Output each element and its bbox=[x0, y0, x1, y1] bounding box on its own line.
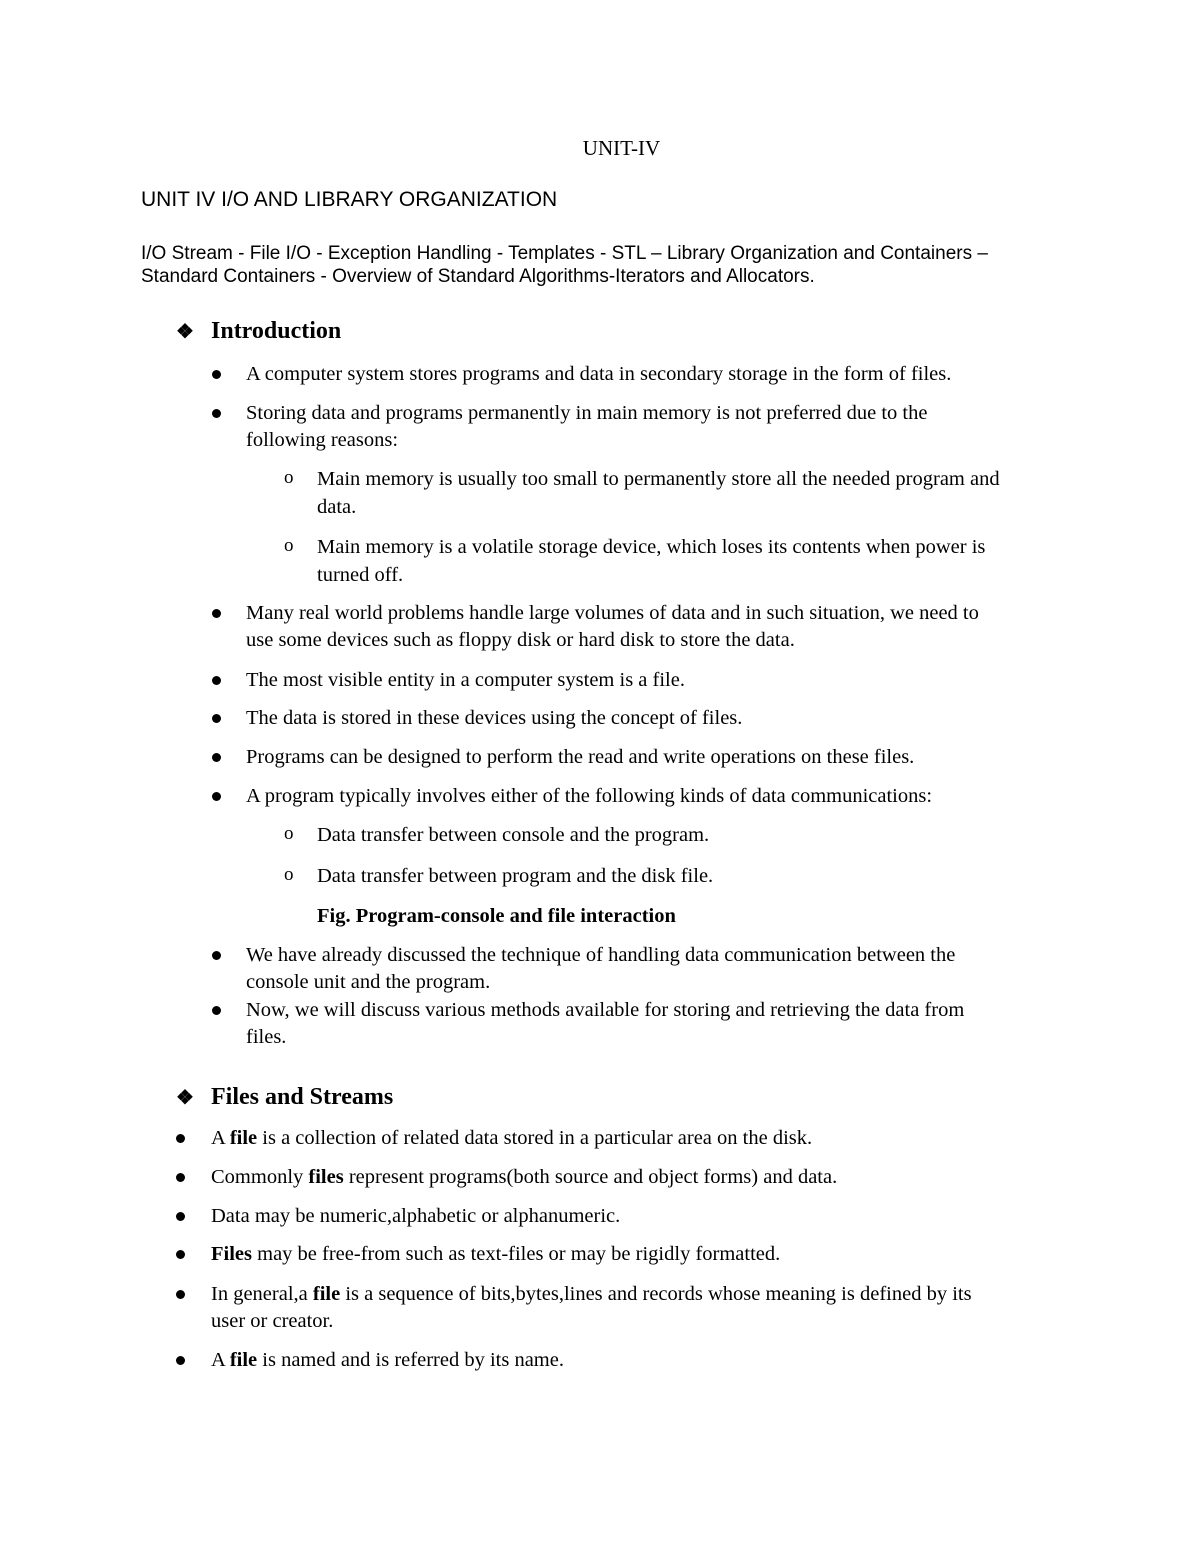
text-run: A bbox=[211, 1127, 230, 1149]
list-item-continued: use some devices such as floppy disk or hard disk to store the data. bbox=[246, 629, 795, 651]
sub-list-item: Data transfer between program and the disk file. bbox=[317, 865, 714, 887]
sub-list-item: Main memory is usually too small to permanently store all the needed program and bbox=[317, 468, 1000, 490]
introduction-heading bbox=[176, 318, 341, 345]
syllabus-line-2: Standard Containers - Overview of Standard Algorithms-Iterators and Allocators. bbox=[141, 266, 815, 287]
list-item-continued: files. bbox=[246, 1026, 287, 1048]
diamond-bullet-icon: ❖ bbox=[176, 1087, 194, 1109]
bullet-icon bbox=[212, 370, 221, 379]
list-item-continued: user or creator. bbox=[211, 1310, 334, 1332]
list-item: A program typically involves either of the following kinds of data communications: bbox=[246, 785, 933, 807]
syllabus-line-1: I/O Stream - File I/O - Exception Handling - Templates - STL – Library Organization and Containers – bbox=[141, 243, 988, 264]
diamond-bullet-icon: ❖ bbox=[176, 321, 194, 343]
text-run: is named and is referred by its name. bbox=[257, 1349, 564, 1371]
list-item bbox=[211, 1241, 780, 1268]
bullet-icon bbox=[212, 409, 221, 418]
list-item: Now, we will discuss various methods available for storing and retrieving the data from bbox=[246, 999, 965, 1021]
list-item bbox=[211, 1164, 837, 1191]
text-run: A bbox=[211, 1349, 230, 1371]
list-item-continued: console unit and the program. bbox=[246, 971, 491, 993]
text-run: is a collection of related data stored in a particular area on the disk. bbox=[257, 1127, 813, 1149]
text-run: is a sequence of bits,bytes,lines and records whose meaning is defined by its bbox=[340, 1283, 972, 1305]
text-run: may be free-from such as text-files or may be rigidly formatted. bbox=[252, 1243, 781, 1265]
bullet-icon bbox=[176, 1212, 185, 1221]
unit-title: UNIT-IV bbox=[582, 136, 661, 160]
text-run: Commonly bbox=[211, 1166, 309, 1188]
circle-bullet-icon: o bbox=[284, 864, 294, 885]
sub-list-item: Main memory is a volatile storage device, which loses its contents when power is bbox=[317, 536, 986, 558]
circle-bullet-icon: o bbox=[284, 535, 294, 556]
bullet-icon bbox=[176, 1356, 185, 1365]
list-item: Programs can be designed to perform the read and write operations on these files. bbox=[246, 746, 915, 768]
main-heading: UNIT IV I/O AND LIBRARY ORGANIZATION bbox=[141, 188, 558, 211]
list-item: Data may be numeric,alphabetic or alphanumeric. bbox=[211, 1205, 621, 1227]
bullet-icon bbox=[176, 1290, 185, 1299]
bullet-icon bbox=[212, 714, 221, 723]
list-item: Storing data and programs permanently in main memory is not preferred due to the bbox=[246, 402, 928, 424]
list-item bbox=[211, 1125, 812, 1152]
bold-term: file bbox=[229, 1349, 258, 1371]
sub-list-item-continued: data. bbox=[317, 496, 357, 518]
list-item: The most visible entity in a computer system is a file. bbox=[246, 669, 685, 691]
bullet-icon bbox=[176, 1173, 185, 1182]
text-run: represent programs(both source and object forms) and data. bbox=[343, 1166, 838, 1188]
list-item: We have already discussed the technique of handling data communication between the bbox=[246, 944, 956, 966]
bold-term: files bbox=[308, 1166, 344, 1188]
bullet-icon bbox=[212, 1006, 221, 1015]
bold-term: file bbox=[229, 1127, 258, 1149]
sub-list-item: Data transfer between console and the program. bbox=[317, 824, 710, 846]
bullet-icon bbox=[176, 1134, 185, 1143]
bullet-icon bbox=[212, 676, 221, 685]
bullet-icon bbox=[212, 792, 221, 801]
bold-term: file bbox=[312, 1283, 341, 1305]
bullet-icon bbox=[212, 753, 221, 762]
sub-list-item-continued: turned off. bbox=[317, 564, 404, 586]
bullet-icon bbox=[212, 951, 221, 960]
list-item: The data is stored in these devices using the concept of files. bbox=[246, 707, 743, 729]
figure-caption: Fig. Program-console and file interaction bbox=[317, 905, 676, 927]
list-item-continued: following reasons: bbox=[246, 429, 399, 451]
files-and-streams-heading bbox=[176, 1084, 393, 1111]
circle-bullet-icon: o bbox=[284, 823, 294, 844]
list-item bbox=[211, 1281, 972, 1308]
bold-term: Files bbox=[211, 1243, 252, 1265]
list-item bbox=[211, 1347, 564, 1374]
text-run: In general,a bbox=[211, 1283, 313, 1305]
files-and-streams-heading-text: Files and Streams bbox=[211, 1084, 394, 1110]
circle-bullet-icon: o bbox=[284, 467, 294, 488]
introduction-heading-text: Introduction bbox=[211, 318, 342, 344]
list-item: Many real world problems handle large volumes of data and in such situation, we need to bbox=[246, 602, 979, 624]
syllabus-text bbox=[141, 242, 1101, 288]
list-item: A computer system stores programs and data in secondary storage in the form of files. bbox=[246, 363, 952, 385]
bullet-icon bbox=[176, 1250, 185, 1259]
bullet-icon bbox=[212, 609, 221, 618]
